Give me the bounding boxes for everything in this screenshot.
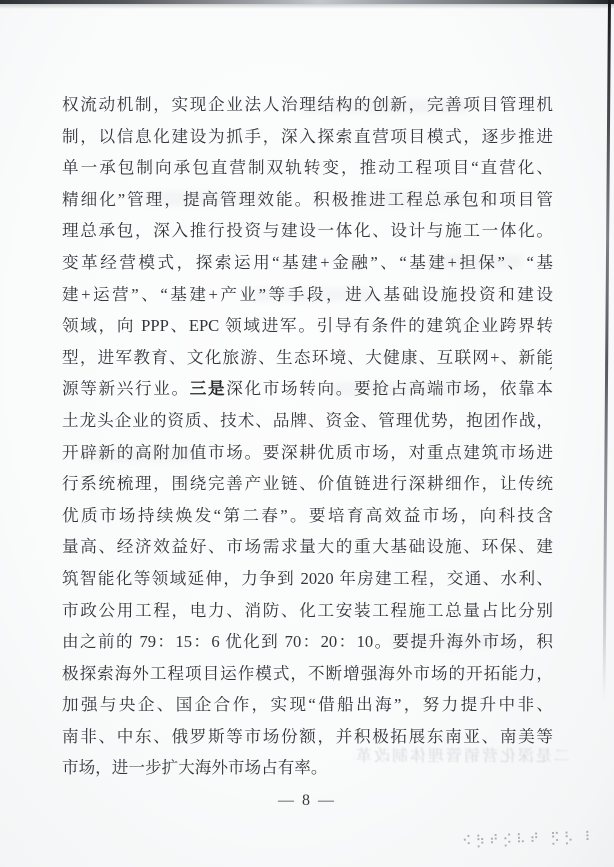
text-line: 加强与央企、国企合作，实现“借船出海”，努力提升中非、: [62, 695, 553, 715]
text-line: 筑智能化等领域延伸，力争到 2020 年房建工程，交通、水利、: [62, 568, 553, 588]
text-line: 土龙头企业的资质、技术、品牌、资金、管理优势，抱团作战，: [62, 410, 553, 430]
page-number: — 8 —: [278, 792, 336, 809]
text-line: 量高、经济效益好、市场需求量大的重大基础设施、环保、建: [62, 537, 553, 557]
text-line: 市场，进一步扩大海外市场占有率。: [62, 758, 328, 778]
text-line: 由之前的 79：15：6 优化到 70：20：10。要提升海外市场，积: [62, 632, 553, 652]
text-line: 制，以信息化建设为抓手，深入探索直营项目模式，逐步推进: [62, 126, 553, 146]
text-line: 南非、中东、俄罗斯等市场份额，并积极拓展东南亚、南美等: [62, 726, 553, 746]
text-line: 领域，向 PPP、EPC 领域进军。引导有条件的建筑企业跨界转: [62, 316, 553, 336]
text-line: 极探索海外工程项目运作模式，不断增强海外市场的开拓能力，: [62, 663, 553, 683]
text-line: 行系统梳理，围绕完善产业链、价值链进行深耕细作，让传统: [62, 474, 553, 494]
text-line: 精细化”管理，提高管理效能。积极推进工程总承包和项目管: [62, 189, 553, 209]
text-line: 变革经营模式，探索运用“基建+金融”、“基建+担保”、“基: [62, 252, 553, 272]
text-line: 市政公用工程，电力、消防、化工安装工程施工总量占比分别: [62, 600, 553, 620]
text-line: 单一承包制向承包直营制双轨转变，推动工程项目“直营化、: [62, 158, 553, 178]
text-line: 权流动机制，实现企业法人治理结构的创新，完善项目管理机: [62, 95, 553, 114]
corner-stamp-marks: ⠪⡳⠞⡪⠧⠞ ⡫⡣ ⠇: [461, 828, 599, 849]
pen-tick-mark: ′: [545, 364, 554, 381]
scan-edge-right: [603, 0, 611, 700]
scan-edge-top-shadow: [0, 4, 614, 9]
text-line: 优质市场持续焕发“第二春”。要培育高效益市场，向科技含: [62, 505, 553, 525]
text-block: [62, 89, 553, 784]
bleedthrough-text: 二是深化营销管理体制改革: [353, 748, 570, 765]
text-line: 建+运营”、“基建+产业”等手段，进入基础设施投资和建设: [62, 284, 553, 304]
text-line: 开辟新的高附加值市场。要深耕优质市场，对重点建筑市场进: [62, 442, 553, 462]
text-line: 理总承包，深入推行投资与建设一体化、设计与施工一体化。: [62, 221, 553, 241]
text-line: 源等新兴行业。三是深化市场转向。要抢占高端市场，依靠本: [62, 379, 553, 399]
text-line: 型，进军教育、文化旅游、生态环境、大健康、互联网+、新能: [62, 347, 553, 367]
